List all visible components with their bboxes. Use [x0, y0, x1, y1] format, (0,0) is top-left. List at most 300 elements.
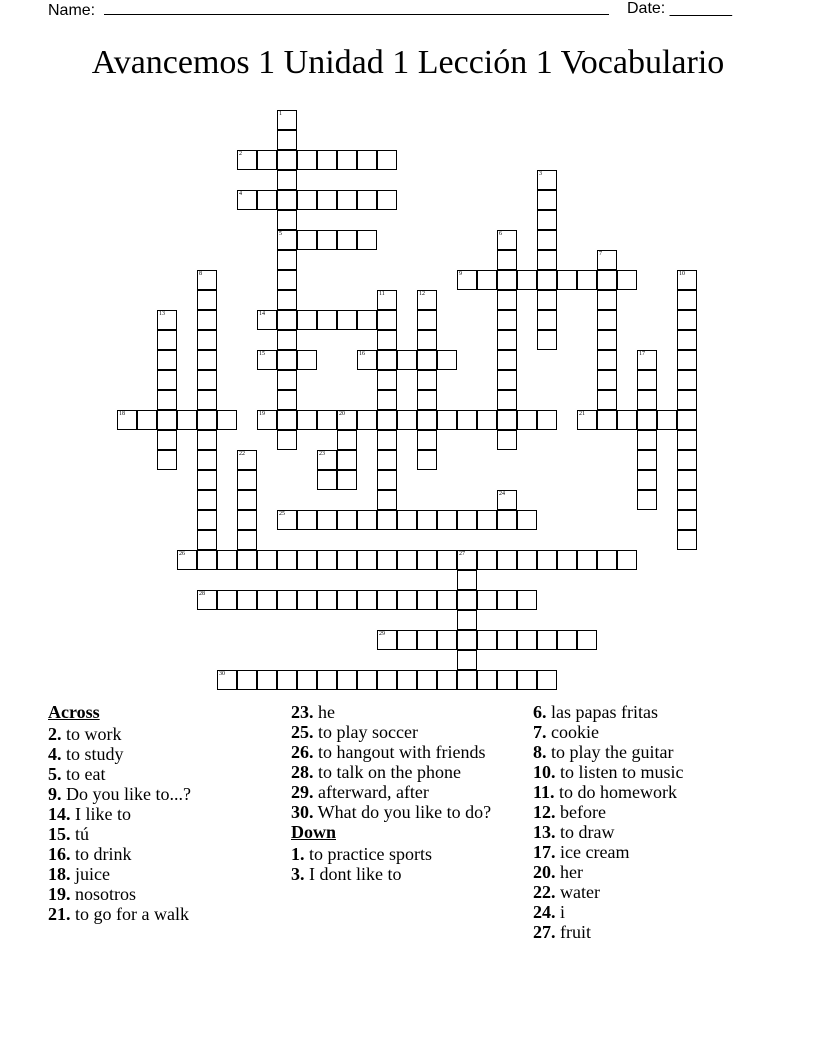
clue-item [533, 722, 773, 742]
crossword-cell[interactable] [497, 430, 517, 450]
clue-text: to work [61, 724, 122, 744]
crossword-cell[interactable] [337, 470, 357, 490]
crossword-cell[interactable] [497, 370, 517, 390]
crossword-cell[interactable] [237, 510, 257, 530]
clue-text: What do you like to do? [313, 802, 492, 822]
crossword-cell[interactable] [277, 210, 297, 230]
crossword-cell[interactable] [237, 550, 257, 570]
crossword-cell[interactable] [157, 330, 177, 350]
crossword-cell[interactable] [497, 590, 517, 610]
crossword-cell[interactable] [537, 230, 557, 250]
crossword-cell[interactable] [197, 350, 217, 370]
crossword-cell[interactable] [457, 270, 477, 290]
clue-number: 20. [533, 862, 556, 882]
cell-number: 18 [119, 411, 125, 417]
crossword-cell[interactable] [277, 110, 297, 130]
crossword-cell[interactable] [597, 250, 617, 270]
crossword-cell[interactable] [537, 210, 557, 230]
crossword-cell[interactable] [577, 630, 597, 650]
crossword-cell[interactable] [677, 330, 697, 350]
crossword-cell[interactable] [377, 410, 397, 430]
crossword-cell[interactable] [517, 510, 537, 530]
crossword-cell[interactable] [677, 450, 697, 470]
crossword-cell[interactable] [297, 510, 317, 530]
crossword-cell[interactable] [257, 410, 277, 430]
crossword-cell[interactable] [337, 410, 357, 430]
crossword-cell[interactable] [437, 550, 457, 570]
clue-item [48, 744, 288, 764]
crossword-cell[interactable] [157, 430, 177, 450]
crossword-cell[interactable] [277, 370, 297, 390]
crossword-cell[interactable] [277, 350, 297, 370]
cell-number: 27 [459, 551, 465, 557]
crossword-cell[interactable] [297, 590, 317, 610]
crossword-cell[interactable] [337, 670, 357, 690]
clue-text: to eat [61, 764, 106, 784]
crossword-cell[interactable] [297, 150, 317, 170]
crossword-cell[interactable] [317, 470, 337, 490]
crossword-cell[interactable] [597, 330, 617, 350]
crossword-cell[interactable] [377, 330, 397, 350]
crossword-cell[interactable] [417, 630, 437, 650]
crossword-cell[interactable] [637, 430, 657, 450]
crossword-cell[interactable] [417, 310, 437, 330]
crossword-cell[interactable] [537, 170, 557, 190]
crossword-cell[interactable] [417, 450, 437, 470]
crossword-cell[interactable] [257, 190, 277, 210]
crossword-cell[interactable] [597, 550, 617, 570]
crossword-cell[interactable] [417, 350, 437, 370]
crossword-cell[interactable] [677, 530, 697, 550]
clue-text: to play the guitar [546, 742, 674, 762]
crossword-cell[interactable] [637, 350, 657, 370]
crossword-cell[interactable] [377, 470, 397, 490]
crossword-cell[interactable] [597, 390, 617, 410]
crossword-cell[interactable] [517, 590, 537, 610]
crossword-cell[interactable] [477, 670, 497, 690]
crossword-cell[interactable] [417, 330, 437, 350]
crossword-cell[interactable] [237, 490, 257, 510]
crossword-cell[interactable] [177, 550, 197, 570]
crossword-cell[interactable] [157, 450, 177, 470]
crossword-cell[interactable] [517, 670, 537, 690]
crossword-cell[interactable] [397, 350, 417, 370]
crossword-cell[interactable] [417, 290, 437, 310]
crossword-cell[interactable] [677, 290, 697, 310]
crossword-cell[interactable] [237, 530, 257, 550]
crossword-cell[interactable] [497, 390, 517, 410]
crossword-cell[interactable] [497, 410, 517, 430]
crossword-cell[interactable] [117, 410, 137, 430]
crossword-cell[interactable] [377, 430, 397, 450]
crossword-cell[interactable] [197, 590, 217, 610]
clue-item [291, 844, 531, 864]
crossword-cell[interactable] [157, 370, 177, 390]
crossword-cell[interactable] [357, 550, 377, 570]
crossword-cell[interactable] [577, 410, 597, 430]
crossword-cell[interactable] [537, 250, 557, 270]
cell-number: 30 [219, 671, 225, 677]
crossword-cell[interactable] [537, 310, 557, 330]
crossword-cell[interactable] [417, 370, 437, 390]
crossword-cell[interactable] [317, 510, 337, 530]
crossword-cell[interactable] [557, 630, 577, 650]
crossword-cell[interactable] [357, 310, 377, 330]
cell-number: 7 [599, 251, 602, 257]
crossword-cell[interactable] [297, 670, 317, 690]
crossword-cell[interactable] [437, 590, 457, 610]
crossword-cell[interactable] [217, 550, 237, 570]
crossword-cell[interactable] [417, 670, 437, 690]
crossword-cell[interactable] [637, 410, 657, 430]
crossword-cell[interactable] [377, 390, 397, 410]
clue-number: 10. [533, 762, 556, 782]
crossword-cell[interactable] [437, 510, 457, 530]
clue-item [533, 802, 773, 822]
crossword-cell[interactable] [197, 370, 217, 390]
crossword-cell[interactable] [297, 350, 317, 370]
crossword-cell[interactable] [637, 450, 657, 470]
crossword-cell[interactable] [317, 310, 337, 330]
crossword-cell[interactable] [377, 150, 397, 170]
crossword-cell[interactable] [517, 410, 537, 430]
crossword-cell[interactable] [277, 170, 297, 190]
crossword-cell[interactable] [637, 370, 657, 390]
crossword-cell[interactable] [337, 510, 357, 530]
crossword-cell[interactable] [417, 430, 437, 450]
crossword-cell[interactable] [417, 590, 437, 610]
crossword-cell[interactable] [537, 410, 557, 430]
crossword-cell[interactable] [137, 410, 157, 430]
crossword-cell[interactable] [317, 450, 337, 470]
crossword-cell[interactable] [397, 590, 417, 610]
crossword-cell[interactable] [377, 310, 397, 330]
crossword-cell[interactable] [457, 510, 477, 530]
cell-number: 28 [199, 591, 205, 597]
crossword-cell[interactable] [497, 350, 517, 370]
crossword-cell[interactable] [397, 410, 417, 430]
crossword-cell[interactable] [337, 150, 357, 170]
clue-text: ice cream [555, 842, 630, 862]
crossword-cell[interactable] [477, 510, 497, 530]
crossword-cell[interactable] [337, 590, 357, 610]
crossword-cell[interactable] [397, 630, 417, 650]
crossword-cell[interactable] [277, 230, 297, 250]
crossword-cell[interactable] [657, 410, 677, 430]
crossword-cell[interactable] [377, 370, 397, 390]
crossword-cell[interactable] [197, 430, 217, 450]
crossword-cell[interactable] [257, 310, 277, 330]
cell-number: 8 [199, 271, 202, 277]
crossword-cell[interactable] [197, 530, 217, 550]
crossword-cell[interactable] [177, 410, 197, 430]
crossword-cell[interactable] [377, 630, 397, 650]
crossword-cell[interactable] [197, 450, 217, 470]
crossword-cell[interactable] [677, 390, 697, 410]
crossword-cell[interactable] [537, 670, 557, 690]
crossword-cell[interactable] [457, 650, 477, 670]
crossword-cell[interactable] [597, 310, 617, 330]
crossword-cell[interactable] [297, 190, 317, 210]
clue-text: to draw [555, 822, 615, 842]
crossword-cell[interactable] [497, 310, 517, 330]
crossword-cell[interactable] [397, 670, 417, 690]
crossword-cell[interactable] [277, 330, 297, 350]
crossword-cell[interactable] [437, 670, 457, 690]
crossword-cell[interactable] [617, 550, 637, 570]
crossword-cell[interactable] [477, 590, 497, 610]
crossword-cell[interactable] [637, 490, 657, 510]
crossword-cell[interactable] [677, 310, 697, 330]
crossword-cell[interactable] [477, 410, 497, 430]
crossword-cell[interactable] [257, 150, 277, 170]
crossword-cell[interactable] [677, 370, 697, 390]
crossword-cell[interactable] [297, 310, 317, 330]
crossword-cell[interactable] [337, 430, 357, 450]
crossword-cell[interactable] [317, 150, 337, 170]
crossword-cell[interactable] [217, 590, 237, 610]
crossword-cell[interactable] [497, 290, 517, 310]
crossword-cell[interactable] [457, 670, 477, 690]
crossword-cell[interactable] [277, 670, 297, 690]
crossword-cell[interactable] [277, 270, 297, 290]
crossword-cell[interactable] [277, 590, 297, 610]
crossword-cell[interactable] [337, 310, 357, 330]
crossword-cell[interactable] [197, 510, 217, 530]
clue-item [291, 762, 531, 782]
clue-item [48, 844, 288, 864]
crossword-cell[interactable] [497, 490, 517, 510]
crossword-cell[interactable] [597, 350, 617, 370]
crossword-cell[interactable] [457, 630, 477, 650]
crossword-cell[interactable] [277, 250, 297, 270]
crossword-cell[interactable] [637, 390, 657, 410]
crossword-cell[interactable] [597, 370, 617, 390]
crossword-cell[interactable] [277, 310, 297, 330]
clue-item [533, 922, 773, 942]
crossword-cell[interactable] [497, 550, 517, 570]
crossword-cell[interactable] [257, 350, 277, 370]
crossword-cell[interactable] [577, 270, 597, 290]
crossword-cell[interactable] [357, 350, 377, 370]
crossword-cell[interactable] [457, 410, 477, 430]
clue-item [533, 842, 773, 862]
crossword-cell[interactable] [197, 390, 217, 410]
crossword-cell[interactable] [577, 550, 597, 570]
crossword-cell[interactable] [217, 410, 237, 430]
crossword-cell[interactable] [537, 330, 557, 350]
crossword-cell[interactable] [197, 550, 217, 570]
crossword-cell[interactable] [277, 150, 297, 170]
clue-number: 13. [533, 822, 556, 842]
crossword-cell[interactable] [457, 570, 477, 590]
crossword-cell[interactable] [677, 430, 697, 450]
clue-number: 28. [291, 762, 314, 782]
crossword-cell[interactable] [637, 470, 657, 490]
crossword-cell[interactable] [157, 350, 177, 370]
clue-text: her [555, 862, 583, 882]
cell-number: 25 [279, 511, 285, 517]
crossword-cell[interactable] [197, 330, 217, 350]
clue-item [533, 742, 773, 762]
crossword-cell[interactable] [217, 670, 237, 690]
crossword-cell[interactable] [597, 410, 617, 430]
date-blank[interactable]: _______ [669, 0, 732, 17]
crossword-cell[interactable] [197, 490, 217, 510]
crossword-cell[interactable] [497, 630, 517, 650]
crossword-cell[interactable] [237, 470, 257, 490]
crossword-cell[interactable] [317, 670, 337, 690]
crossword-cell[interactable] [337, 230, 357, 250]
clue-text: juice [70, 864, 110, 884]
crossword-cell[interactable] [537, 630, 557, 650]
crossword-cell[interactable] [417, 410, 437, 430]
crossword-cell[interactable] [277, 430, 297, 450]
clue-item [533, 702, 773, 722]
crossword-cell[interactable] [357, 510, 377, 530]
crossword-cell[interactable] [617, 270, 637, 290]
crossword-cell[interactable] [277, 190, 297, 210]
crossword-cell[interactable] [517, 630, 537, 650]
crossword-cell[interactable] [597, 270, 617, 290]
crossword-cell[interactable] [357, 190, 377, 210]
crossword-cell[interactable] [497, 230, 517, 250]
crossword-cell[interactable] [677, 410, 697, 430]
crossword-cell[interactable] [277, 550, 297, 570]
crossword-cell[interactable] [157, 310, 177, 330]
crossword-cell[interactable] [497, 670, 517, 690]
crossword-cell[interactable] [377, 190, 397, 210]
crossword-cell[interactable] [237, 190, 257, 210]
crossword-cell[interactable] [377, 450, 397, 470]
crossword-cell[interactable] [237, 150, 257, 170]
crossword-cell[interactable] [297, 550, 317, 570]
crossword-cell[interactable] [157, 410, 177, 430]
crossword-cell[interactable] [257, 590, 277, 610]
crossword-cell[interactable] [297, 410, 317, 430]
crossword-cell[interactable] [317, 410, 337, 430]
crossword-cell[interactable] [457, 590, 477, 610]
crossword-cell[interactable] [197, 310, 217, 330]
crossword-cell[interactable] [517, 550, 537, 570]
crossword-cell[interactable] [677, 510, 697, 530]
crossword-cell[interactable] [417, 390, 437, 410]
crossword-cell[interactable] [317, 550, 337, 570]
crossword-cell[interactable] [237, 450, 257, 470]
clue-item [48, 904, 288, 924]
crossword-cell[interactable] [197, 290, 217, 310]
crossword-cell[interactable] [397, 510, 417, 530]
crossword-cell[interactable] [337, 450, 357, 470]
page-title: Avancemos 1 Unidad 1 Lección 1 Vocabulario [91, 44, 725, 81]
crossword-cell[interactable] [677, 350, 697, 370]
crossword-cell[interactable] [497, 250, 517, 270]
crossword-cell[interactable] [377, 550, 397, 570]
crossword-cell[interactable] [357, 230, 377, 250]
crossword-cell[interactable] [257, 550, 277, 570]
crossword-cell[interactable] [277, 410, 297, 430]
crossword-cell[interactable] [277, 290, 297, 310]
crossword-cell[interactable] [377, 490, 397, 510]
crossword-cell[interactable] [377, 290, 397, 310]
crossword-cell[interactable] [317, 230, 337, 250]
clue-text: fruit [555, 922, 591, 942]
crossword-cell[interactable] [677, 490, 697, 510]
crossword-cell[interactable] [337, 190, 357, 210]
crossword-cell[interactable] [257, 670, 277, 690]
crossword-cell[interactable] [377, 350, 397, 370]
crossword-cell[interactable] [557, 550, 577, 570]
crossword-cell[interactable] [437, 410, 457, 430]
clue-text: I dont like to [304, 864, 402, 884]
crossword-cell[interactable] [437, 630, 457, 650]
clue-number: 8. [533, 742, 547, 762]
crossword-cell[interactable] [357, 590, 377, 610]
crossword-cell[interactable] [537, 550, 557, 570]
crossword-cell[interactable] [277, 130, 297, 150]
crossword-cell[interactable] [317, 590, 337, 610]
crossword-cell[interactable] [237, 670, 257, 690]
clue-number: 6. [533, 702, 547, 722]
crossword-cell[interactable] [677, 470, 697, 490]
crossword-cell[interactable] [497, 270, 517, 290]
crossword-cell[interactable] [477, 630, 497, 650]
crossword-cell[interactable] [417, 550, 437, 570]
crossword-cell[interactable] [557, 270, 577, 290]
crossword-cell[interactable] [317, 190, 337, 210]
crossword-cell[interactable] [357, 150, 377, 170]
crossword-cell[interactable] [357, 670, 377, 690]
crossword-cell[interactable] [477, 270, 497, 290]
crossword-cell[interactable] [537, 270, 557, 290]
clue-item [291, 722, 531, 742]
crossword-cell[interactable] [537, 290, 557, 310]
crossword-cell[interactable] [197, 270, 217, 290]
crossword-cell[interactable] [417, 510, 437, 530]
crossword-cell[interactable] [437, 350, 457, 370]
crossword-cell[interactable] [377, 590, 397, 610]
crossword-cell[interactable] [377, 670, 397, 690]
crossword-cell[interactable] [157, 390, 177, 410]
crossword-cell[interactable] [617, 410, 637, 430]
crossword-cell[interactable] [357, 410, 377, 430]
crossword-cell[interactable] [377, 510, 397, 530]
crossword-cell[interactable] [337, 550, 357, 570]
clue-number: 25. [291, 722, 314, 742]
cell-number: 21 [579, 411, 585, 417]
crossword-cell[interactable] [297, 230, 317, 250]
crossword-cell[interactable] [477, 550, 497, 570]
crossword-cell[interactable] [277, 390, 297, 410]
crossword-cell[interactable] [277, 510, 297, 530]
crossword-cell[interactable] [537, 190, 557, 210]
crossword-cell[interactable] [497, 330, 517, 350]
crossword-cell[interactable] [237, 590, 257, 610]
clue-number: 30. [291, 802, 314, 822]
crossword-cell[interactable] [597, 290, 617, 310]
crossword-cell[interactable] [677, 270, 697, 290]
crossword-cell[interactable] [517, 270, 537, 290]
crossword-cell[interactable] [197, 470, 217, 490]
cell-number: 9 [459, 271, 462, 277]
clue-number: 2. [48, 724, 62, 744]
crossword-cell[interactable] [397, 550, 417, 570]
crossword-cell[interactable] [197, 410, 217, 430]
crossword-cell[interactable] [457, 550, 477, 570]
cell-number: 13 [159, 311, 165, 317]
crossword-cell[interactable] [497, 510, 517, 530]
crossword-cell[interactable] [457, 610, 477, 630]
